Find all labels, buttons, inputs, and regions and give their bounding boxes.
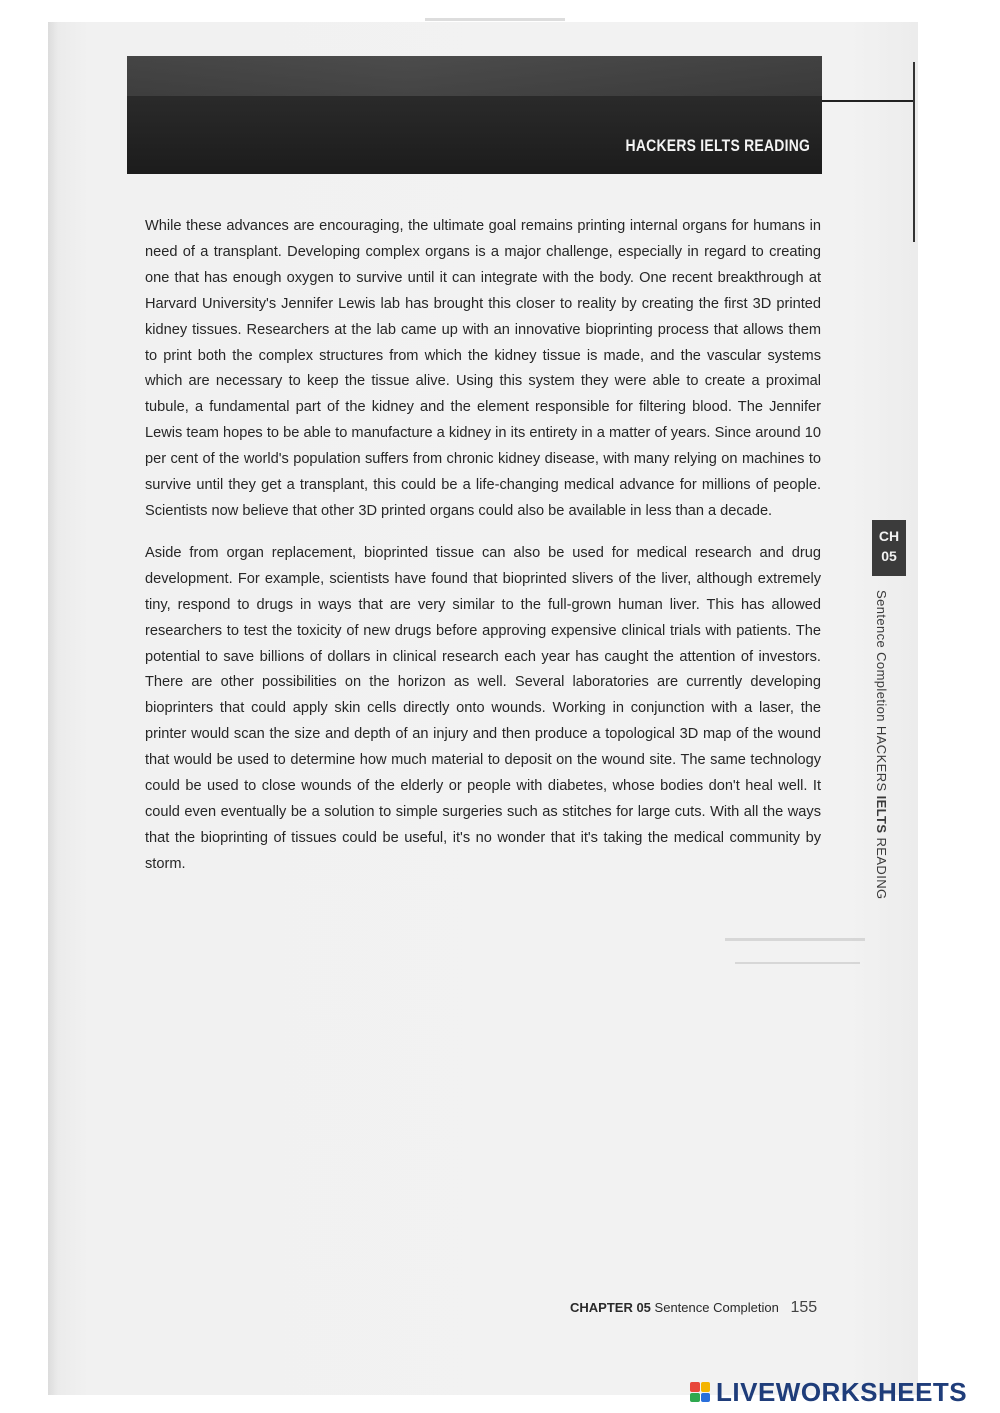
side-running-title — [874, 590, 889, 900]
logo-square-icon — [690, 1382, 700, 1392]
header-title: HACKERS IELTS READING — [625, 136, 810, 155]
article-body — [145, 214, 821, 894]
side-section: Sentence Completion — [874, 590, 889, 722]
liveworksheets-logo-icon — [690, 1382, 710, 1402]
footer-section: Sentence Completion — [654, 1300, 779, 1315]
logo-square-icon — [701, 1382, 711, 1392]
page-number: 155 — [790, 1299, 818, 1316]
header-rule — [822, 100, 914, 102]
logo-square-icon — [690, 1393, 700, 1403]
paragraph-1: While these advances are encouraging, the ultimate goal remains printing internal organs for humans in need of a transplant. Developing complex organs is a major challenge, especially in regard to creating one that has enough oxygen to survive until it can integrate with the body. One recent breakthrough at Harvard University's Jennifer Lewis lab has brought this closer to reality by creating the first 3D printed kidney tissues. Researchers at the lab came up with an innovative bioprinting process that allows them to print both the complex structures from which the kidney tissue is made, and the vascular systems which are necessary to keep the tissue alive. Using this system they were able to create a proximal tubule, a fundamental part of the kidney and the element responsible for filtering blood. The Jennifer Lewis team hopes to be able to manufacture a kidney in its entirety in a matter of years. Since around 10 per cent of the world's population suffers from chronic kidney disease, with many relying on machines to survive until they get a transplant, this could be a life-changing medical advance for millions of people. Scientists now believe that other 3D printed organs could also be available in less than a decade. — [145, 218, 821, 519]
watermark-text: LIVEWORKSHEETS — [716, 1376, 968, 1407]
margin-line — [913, 62, 915, 242]
chapter-badge — [872, 520, 906, 576]
chapter-number: 05 — [881, 548, 897, 564]
paragraph-2: Aside from organ replacement, bioprinted tissue can also be used for medical research and drug development. For example, scientists have found that bioprinted slivers of the liver, although extremely tiny, respond to drugs in ways that are very similar to the full-grown human liver. This has allowed researchers to test the toxicity of new drugs before approving expensive clinical trials with patients. The potential to save billions of dollars in clinical research each year has caught the attention of investors. There are other possibilities on the horizon as well. Several laboratories are currently developing bioprinters that could apply skin cells directly onto wounds. Working in conjunction with a laser, the printer would scan the size and depth of an injury and then produce a topological 3D map of the wound that would be used to determine how much material to deposit on the wound site. The same technology could be used to close wounds of the elderly or people with diabetes, whose bodies don't heal well. It could even eventually be a solution to simple surgeries such as stitches for large cuts. With all the ways that the bioprinting of tissues could be useful, it's no wonder that it's taking the medical community by storm. — [145, 544, 821, 872]
header-banner — [127, 56, 822, 174]
page-footer — [570, 1299, 817, 1317]
chapter-label: CH — [878, 528, 900, 544]
side-brand-tail: READING — [874, 837, 889, 900]
watermark[interactable] — [690, 1378, 967, 1406]
side-brand-plain: HACKERS — [874, 725, 889, 792]
footer-chapter: CHAPTER 05 — [570, 1300, 651, 1315]
logo-square-icon — [701, 1393, 711, 1403]
scan-artifact — [725, 938, 865, 941]
side-brand-bold: IELTS — [874, 795, 889, 834]
scan-artifact — [425, 18, 565, 21]
scan-artifact — [735, 962, 860, 964]
